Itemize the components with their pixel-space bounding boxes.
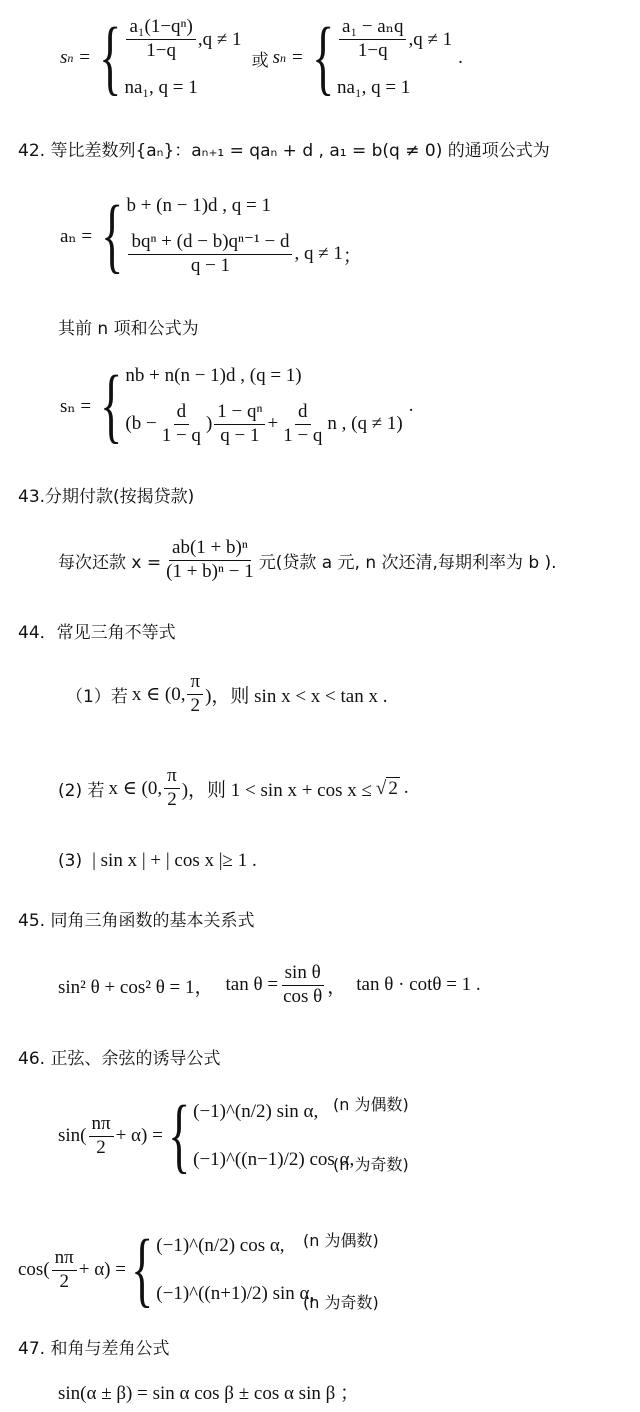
left-brace: { — [100, 359, 123, 452]
sin-lhs-tail: + α) = — [115, 1125, 163, 1146]
pi-num: π — [187, 672, 203, 695]
sum-case1-den: 1−q — [146, 40, 177, 62]
an-case1: b + (n − 1)d , q = 1 — [126, 195, 272, 217]
section-42-formula — [60, 186, 362, 286]
sum-angle-formula — [58, 1376, 359, 1406]
sqrt-symbol: √ 2 — [375, 777, 398, 799]
cos-lhs-tail: + α) = — [78, 1259, 126, 1280]
sin-case-odd: (−1)^((n−1)/2) cos α, — [193, 1149, 355, 1170]
or-text: 或 — [251, 50, 269, 71]
left-brace: { — [99, 11, 122, 104]
sn-lhs: sₙ = — [60, 395, 92, 417]
npi-den: 2 — [96, 1136, 106, 1158]
sin-induction-formula — [58, 1086, 354, 1186]
sum-intro: 其前 n 项和公式为 — [58, 319, 199, 339]
period: . — [408, 395, 414, 416]
alt-num: a₁ − aₙq — [339, 17, 406, 40]
alt-cond: ,q ≠ 1 — [408, 28, 453, 50]
an-lhs: aₙ = — [60, 225, 93, 247]
cos-induction-formula — [18, 1220, 314, 1320]
sn-case1: nb + n(n − 1)d , (q = 1) — [125, 365, 302, 387]
item-label: （1）若 — [66, 686, 128, 707]
period: . — [403, 777, 409, 798]
cos-note-even: (n 为偶数) — [303, 1231, 379, 1250]
sin-note-even: (n 为偶数) — [333, 1095, 409, 1114]
cos-case-odd: (−1)^((n+1)/2) sin α, — [156, 1283, 315, 1304]
section-45-formula — [58, 956, 481, 1014]
section-42-sum-formula — [60, 356, 414, 456]
item1-tail: )，则 sin x < x < tan x . — [205, 685, 388, 707]
section-42-heading: 42. 等比差数列{aₙ}：aₙ₊₁ = qaₙ + d , a₁ = b(q ≠ 0) 的通项公式为 — [18, 141, 550, 161]
left-brace: { — [131, 1223, 154, 1316]
pi-den: 2 — [167, 788, 177, 810]
sum-case1-num: a₁(1−qⁿ) — [126, 17, 195, 40]
left-brace: { — [101, 189, 124, 282]
item-label: (3) — [58, 851, 83, 871]
identity-2-lead: tan θ = — [225, 974, 279, 995]
tan-num: sin θ — [282, 963, 324, 986]
inequality-2 — [58, 760, 409, 816]
inequality-1 — [66, 666, 387, 722]
sn-frac-num: d — [295, 402, 311, 425]
sqrt-radicand: 2 — [388, 777, 398, 799]
identity-1: sin² θ + cos² θ = 1， — [58, 976, 214, 998]
sn-frac-den: 1 − q — [283, 424, 323, 446]
left-brace: { — [311, 11, 334, 104]
section-46-heading: 46. 正弦、余弦的诱导公式 — [18, 1049, 221, 1069]
sin-sum-diff: sin(α ± β) = sin α cos β ± cos α sin β ； — [58, 1382, 360, 1404]
sn-frac-num: d — [174, 402, 190, 425]
sn-frac-den: 1 − q — [161, 424, 201, 446]
npi-den: 2 — [59, 1270, 69, 1292]
sum-lhs-sub: n — [67, 50, 74, 65]
an-case2-den: q − 1 — [190, 254, 231, 276]
sn-case2-tail: n , (q ≠ 1) — [327, 413, 403, 435]
sn-frac-num: 1 − qⁿ — [214, 402, 265, 425]
inequality-3 — [58, 846, 257, 876]
semicolon: ； — [342, 245, 362, 267]
section-43-formula — [58, 530, 557, 590]
item3-expr: | sin x | + | cos x |≥ 1 . — [92, 850, 257, 871]
section-47-heading: 47. 和角与差角公式 — [18, 1339, 170, 1359]
item2-part: x ∈ (0, — [108, 777, 163, 799]
identity-3: tan θ · cotθ = 1 . — [356, 974, 481, 995]
pi-den: 2 — [190, 694, 201, 716]
sum-formula: s n = { $\frac{\text{a₁(1−qⁿ)}}{1-q}$ ,q ≠ 1 na₁, q = 1 或 s n = { $\frac{\text{a₁ − aₙq}}{1-q}$ ,q ≠ 1 na₁, q = 1 . — [60, 11, 463, 104]
tan-den: cos θ — [283, 985, 323, 1007]
cos-lhs-part: cos( — [18, 1259, 50, 1280]
plus-sign: + — [267, 413, 279, 435]
alt-den: 1−q — [357, 40, 388, 62]
repay-tail: 元(贷款 a 元, n 次还清,每期利率为 b ). — [258, 552, 557, 573]
sin-lhs-part: sin( — [58, 1125, 87, 1146]
sn-case2-part: ) — [205, 413, 213, 435]
comma: ， — [327, 976, 347, 998]
sn-frac-den: q − 1 — [220, 424, 260, 446]
sum-case2: na₁, q = 1 — [124, 76, 198, 98]
npi-num: nπ — [52, 1248, 77, 1271]
section-44-heading: 44．常见三角不等式 — [18, 623, 176, 643]
an-case2-num: bqⁿ + (d − b)qⁿ⁻¹ − d — [128, 232, 292, 255]
sum-lhs: s — [60, 47, 68, 68]
left-brace: { — [167, 1089, 191, 1182]
cos-case-even: (−1)^(n/2) cos α, — [156, 1235, 285, 1256]
section-45-heading: 45. 同角三角函数的基本关系式 — [18, 911, 255, 931]
sin-note-odd: (n 为奇数) — [333, 1155, 409, 1174]
sn-case2-part: (b − — [125, 413, 157, 435]
an-case2-cond: , q ≠ 1 — [294, 243, 343, 265]
cos-note-odd: (n 为奇数) — [303, 1293, 379, 1312]
item-label: (2) 若 — [58, 780, 105, 801]
repay-num: ab(1 + b)ⁿ — [169, 538, 251, 561]
pi-num: π — [164, 766, 180, 789]
npi-num: nπ — [89, 1114, 114, 1137]
alt-case2: na₁, q = 1 — [337, 76, 411, 98]
period: . — [458, 47, 463, 68]
repay-lead: 每次还款 x = — [58, 552, 162, 573]
section-43-heading: 43.分期付款(按揭贷款) — [18, 487, 195, 507]
sum-case1-cond: ,q ≠ 1 — [197, 28, 242, 50]
repay-den: (1 + b)ⁿ − 1 — [166, 560, 254, 582]
item2-tail: )，则 1 < sin x + cos x ≤ — [181, 779, 372, 801]
sin-case-even: (−1)^(n/2) sin α, — [193, 1101, 319, 1122]
item1-part: x ∈ (0, — [131, 683, 186, 705]
